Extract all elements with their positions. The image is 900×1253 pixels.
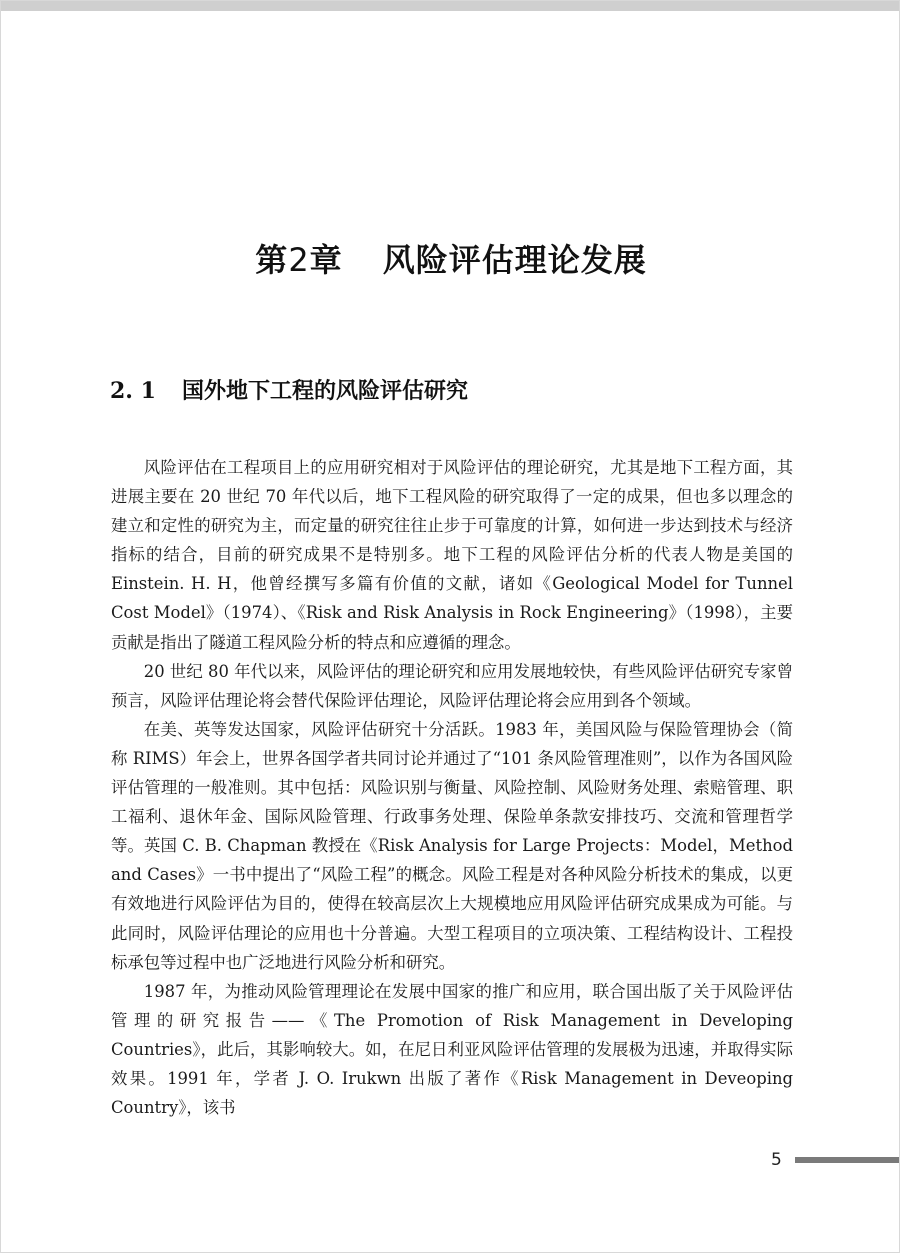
section-title-text: 国外地下工程的风险评估研究: [181, 378, 468, 404]
paragraph: 20 世纪 80 年代以来，风险评估的理论研究和应用发展地较快，有些风险评估研究专家曾预言，风险评估理论将会替代保险评估理论，风险评估理论将会应用到各个领域。: [111, 661, 793, 710]
page-number: 5: [771, 1150, 782, 1170]
chapter-label-suffix: 章: [309, 241, 343, 279]
chapter-title-text: 风险评估理论发展: [382, 241, 647, 279]
footer-rule: [795, 1157, 899, 1163]
paragraph: 风险评估在工程项目上的应用研究相对于风险评估的理论研究，尤其是地下工程方面，其进展主要在 20 世纪 70 年代以后，地下工程风险的研究取得了一定的成果，但也多以理念的建立和定性的研究为主，而定量的研究往往止步于可靠度的计算，如何进一步达到技术与经济指标的结合，目前的研究成果不是特别多。地下工程的风险评估分析的代表人物是美国的 Einstein. H. H，他曾经撰写多篇有价值的文献，诸如《Geological Model for Tunnel Cost Model》（1974）、《Risk and Risk Analysis in Rock Engineering》（1998），主要贡献是指出了隧道工程风险分析的特点和应遵循的理念。: [111, 458, 793, 652]
section-heading: [110, 371, 468, 411]
paragraph: 在美、英等发达国家，风险评估研究十分活跃。1983 年，美国风险与保险管理协会（简称 RIMS）年会上，世界各国学者共同讨论并通过了“101 条风险管理准则”，以作为各国风险评估管理的一般准则。其中包括：风险识别与衡量、风险控制、风险财务处理、索赔管理、职工福利、退休年金、国际风险管理、行政事务处理、保险单条款安排技巧、交流和管理哲学等。英国 C. B. Chapman 教授在《Risk Analysis for Large Projects：Model，Method and Cases》一书中提出了“风险工程”的概念。风险工程是对各种风险分析技术的集成，以更有效地进行风险评估为目的，使得在较高层次上大规模地应用风险评估研究成果成为可能。与此同时，风险评估理论的应用也十分普遍。大型工程项目的立项决策、工程结构设计、工程投标承包等过程中也广泛地进行风险分析和研究。: [111, 719, 793, 972]
body-text: [111, 453, 793, 1122]
top-margin-bar: [1, 1, 900, 11]
chapter-title: [1, 234, 900, 286]
chapter-label-prefix: 第: [255, 241, 289, 279]
chapter-number: 2: [288, 241, 310, 279]
section-number: 2. 1: [110, 378, 156, 404]
paragraph: 1987 年，为推动风险管理理论在发展中国家的推广和应用，联合国出版了关于风险评估管理的研究报告——《The Promotion of Risk Management in Developing Countries》，此后，其影响较大。如，在尼日利亚风险评估管理的发展极为迅速，并取得实际效果。1991 年，学者 J. O. Irukwn 出版了著作《Risk Management in Deveoping Country》，该书: [111, 981, 793, 1118]
